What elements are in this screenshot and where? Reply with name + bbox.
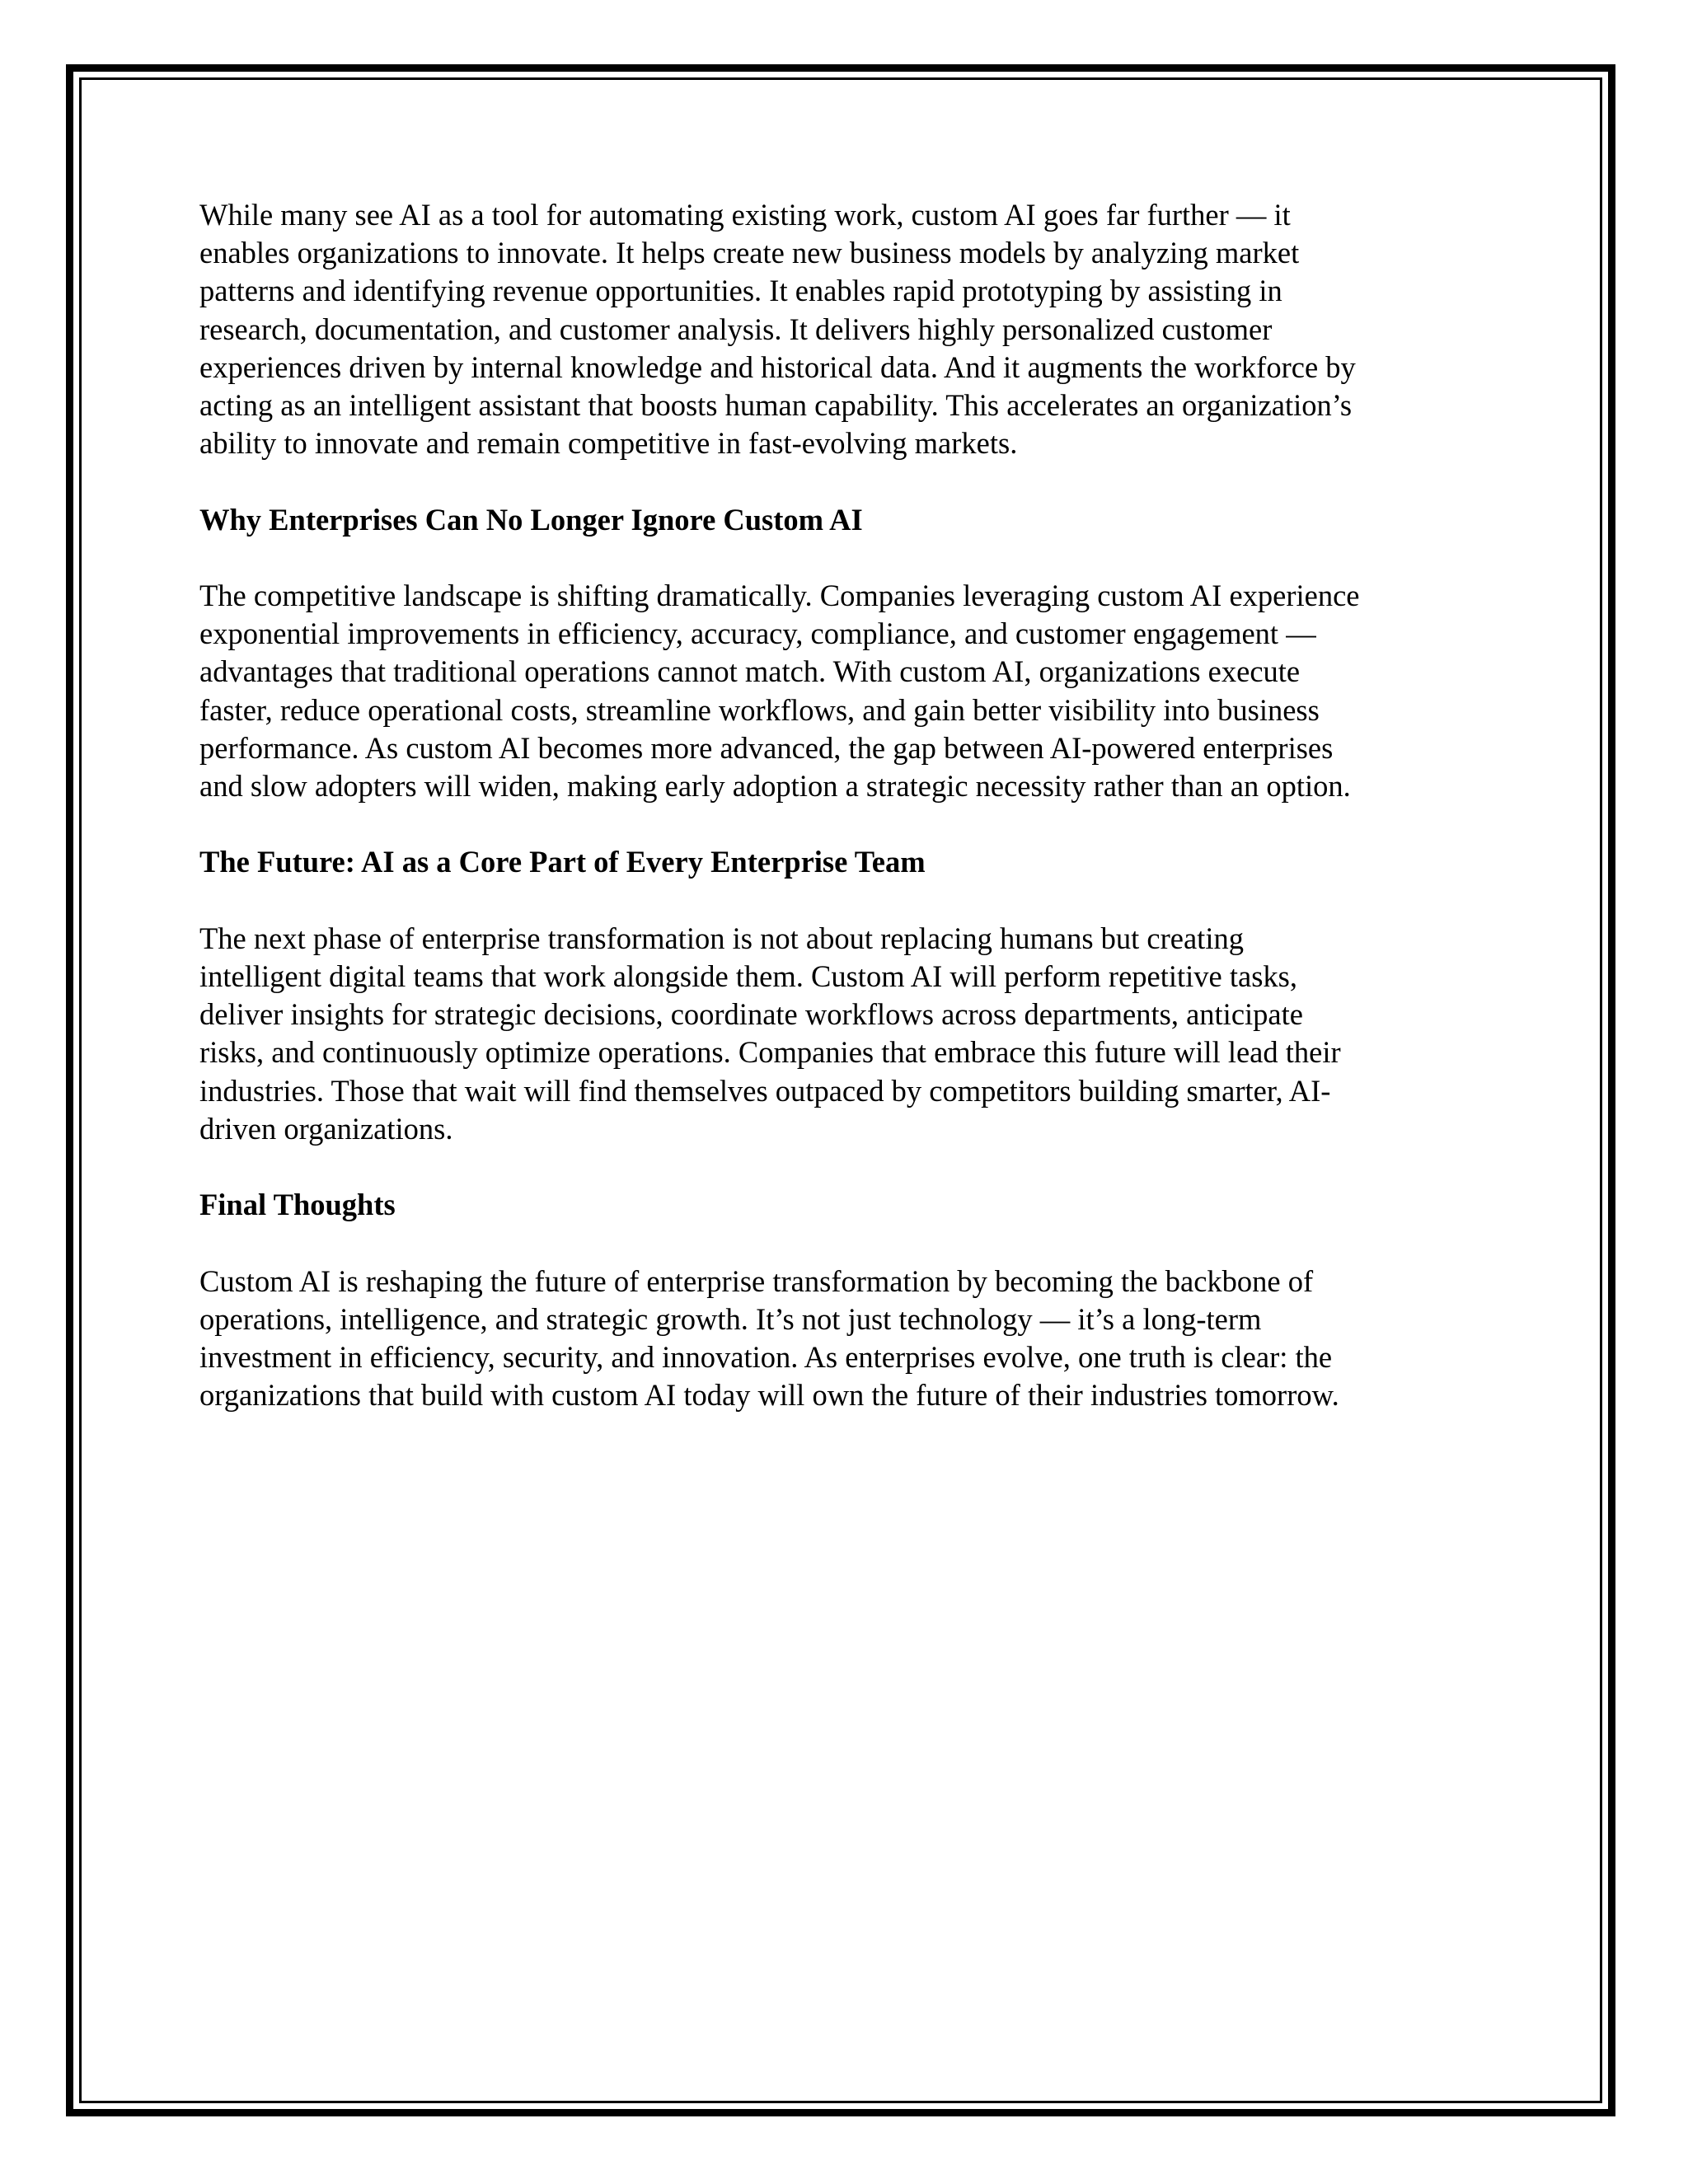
text-line: patterns and identifying revenue opportunities. It enables rapid prototyping by assisting in	[199, 274, 1282, 308]
text-line: research, documentation, and customer analysis. It delivers highly personalized customer	[199, 312, 1273, 346]
text-line: driven organizations.	[199, 1111, 453, 1146]
text-line: deliver insights for strategic decisions, coordinate workflows across departments, anticipate	[199, 997, 1303, 1032]
text-line: exponential improvements in efficiency, accuracy, compliance, and customer engagement —	[199, 616, 1316, 651]
text-line: investment in efficiency, security, and innovation. As enterprises evolve, one truth is clear: the	[199, 1340, 1333, 1374]
text-line: The competitive landscape is shifting dramatically. Companies leveraging custom AI experience	[199, 579, 1360, 612]
text-line: organizations that build with custom AI today will own the future of their industries tomorrow.	[199, 1378, 1339, 1413]
text-line: and slow adopters will widen, making early adoption a strategic necessity rather than an option.	[199, 769, 1351, 804]
text-line: intelligent digital teams that work alongside them. Custom AI will perform repetitive tasks,	[199, 959, 1298, 993]
text-line: risks, and continuously optimize operations. Companies that embrace this future will lead their	[199, 1035, 1341, 1070]
text-line: performance. As custom AI becomes more advanced, the gap between AI-powered enterprises	[199, 730, 1334, 765]
text-line: faster, reduce operational costs, streamline workflows, and gain better visibility into business	[199, 692, 1320, 727]
text-line: operations, intelligence, and strategic growth. It’s not just technology — it’s a long-term	[199, 1301, 1262, 1336]
text-line: industries. Those that wait will find themselves outpaced by competitors building smarter, AI-	[199, 1073, 1331, 1108]
paragraph-competitive-landscape	[199, 577, 1518, 805]
text-line: Custom AI is reshaping the future of enterprise transformation by becoming the backbone of	[199, 1263, 1314, 1298]
text-line: ability to innovate and remain competitive in fast-evolving markets.	[199, 426, 1018, 461]
text-line: enables organizations to innovate. It helps create new business models by analyzing market	[199, 236, 1300, 270]
text-line: experiences driven by internal knowledge and historical data. And it augments the workforce by	[199, 349, 1356, 384]
section-heading-why-enterprises: Why Enterprises Can No Longer Ignore Custom AI	[199, 502, 863, 537]
section-heading-future: The Future: AI as a Core Part of Every Enterprise Team	[199, 845, 926, 879]
paragraph-innovation	[199, 196, 1518, 462]
paragraph-next-phase	[199, 920, 1518, 1148]
paragraph-conclusion	[199, 1263, 1518, 1415]
section-heading-final-thoughts: Final Thoughts	[199, 1188, 396, 1222]
document-body	[199, 196, 1518, 1453]
text-line: acting as an intelligent assistant that boosts human capability. This accelerates an organization’s	[199, 388, 1353, 423]
text-line: While many see AI as a tool for automating existing work, custom AI goes far further — it	[199, 198, 1291, 232]
text-line: The next phase of enterprise transformation is not about replacing humans but creating	[199, 921, 1244, 955]
text-line: advantages that traditional operations cannot match. With custom AI, organizations execute	[199, 654, 1301, 689]
